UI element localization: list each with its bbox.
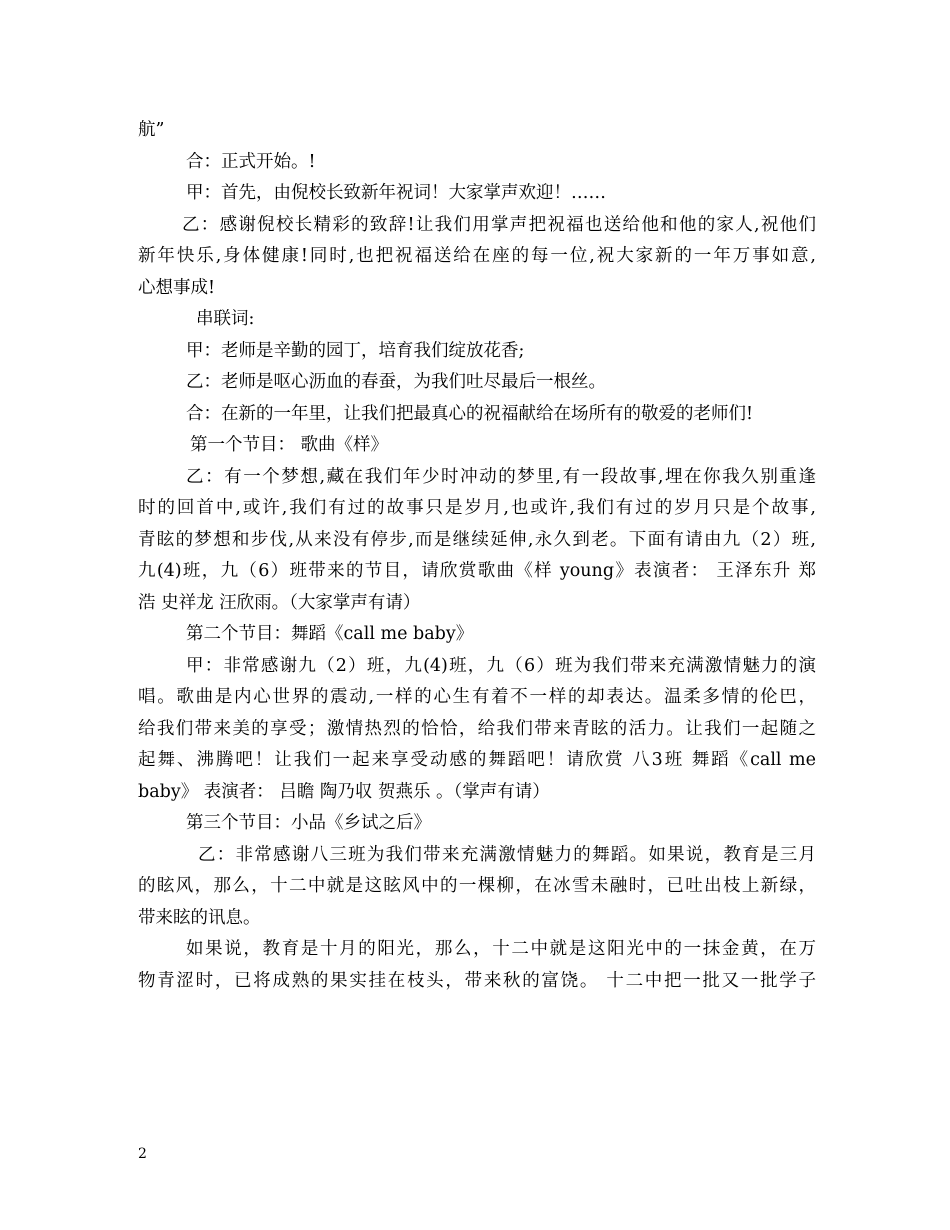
text-line: 如果说，教育是十月的阳光，那么，十二中就是这阳光中的一抹金黄，在万 bbox=[186, 939, 816, 959]
text-line: 带来眩的讯息。 bbox=[138, 907, 261, 928]
text-line: 第二个节目：舞蹈《call me baby》 bbox=[186, 624, 474, 644]
text-line: 甲：老师是辛勤的园丁，培育我们绽放花香; bbox=[186, 340, 525, 361]
text-line: 串联词: bbox=[196, 309, 255, 329]
text-line: 心想事成! bbox=[138, 277, 216, 298]
text-line: 乙：感谢倪校长精彩的致辞!让我们用掌声把祝福也送给他和他的家人,祝他们 bbox=[182, 214, 816, 235]
text-line: 第三个节目：小品《乡试之后》 bbox=[186, 813, 431, 833]
text-line: 甲：非常感谢九（2）班，九(4)班，九（6）班为我们带来充满激情魅力的演 bbox=[186, 655, 816, 676]
text-line: 航” bbox=[138, 120, 165, 140]
text-line: 青眩的梦想和步伐,从来没有停步,而是继续延伸,永久到老。下面有请由九（2）班, bbox=[138, 529, 816, 550]
text-line: 的眩风，那么，十二中就是这眩风中的一棵柳，在冰雪未融时，已吐出枝上新绿， bbox=[138, 876, 816, 896]
text-line: 唱。歌曲是内心世界的震动,一样的心生有着不一样的却表达。温柔多情的伦巴， bbox=[138, 687, 816, 707]
text-line: 乙：非常感谢八三班为我们带来充满激情魅力的舞蹈。如果说，教育是三月 bbox=[198, 844, 816, 865]
document-body bbox=[138, 115, 816, 997]
text-line: 时的回首中,或许,我们有过的故事只是岁月,也或许,我们有过的岁月只是个故事, bbox=[138, 498, 816, 518]
text-line: 浩 史祥龙 汪欣雨。（大家掌声有请） bbox=[138, 592, 421, 613]
page-number: 2 bbox=[138, 1146, 147, 1162]
text-line: baby》 表演者： 吕瞻 陶乃収 贺燕乐 。（掌声有请） bbox=[138, 781, 550, 802]
text-line: 起舞、沸腾吧！让我们一起来享受动感的舞蹈吧！请欣赏 八3班 舞蹈《call me bbox=[138, 750, 816, 770]
text-line: 乙：有一个梦想,藏在我们年少时冲动的梦里,有一段故事,埋在你我久别重逢 bbox=[186, 466, 816, 487]
text-line: 物青涩时，已将成熟的果实挂在枝头，带来秋的富饶。 十二中把一批又一批学子 bbox=[138, 970, 816, 991]
text-line: 合：正式开始。! bbox=[186, 151, 316, 172]
text-line: 乙：老师是呕心沥血的春蚕，为我们吐尽最后一根丝。 bbox=[186, 372, 606, 392]
text-line: 第一个节目： 歌曲《样》 bbox=[190, 435, 389, 455]
text-line: 新年快乐,身体健康!同时,也把祝福送给在座的每一位,祝大家新的一年万事如意, bbox=[138, 246, 816, 266]
text-line: 合：在新的一年里，让我们把最真心的祝福献给在场所有的敬爱的老师们! bbox=[186, 403, 754, 424]
text-line: 九(4)班，九（6）班带来的节目，请欣赏歌曲《样 young》表演者： 王泽东升 郑 bbox=[138, 561, 816, 581]
text-line: 给我们带来美的享受；激情热烈的恰恰，给我们带来青眩的活力。让我们一起随之 bbox=[138, 718, 816, 739]
text-line: 甲：首先，由倪校长致新年祝词！大家掌声欢迎！…… bbox=[186, 183, 606, 203]
